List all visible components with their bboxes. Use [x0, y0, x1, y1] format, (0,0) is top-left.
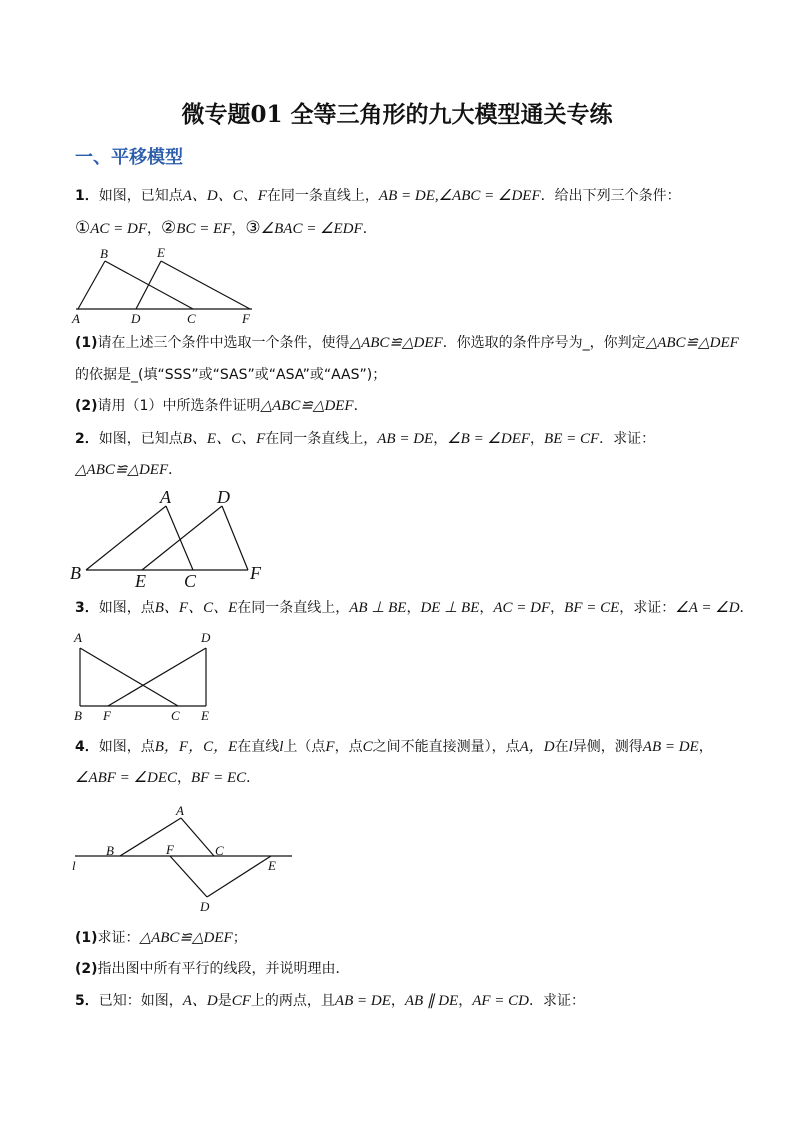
math-expression: BF = EC: [191, 770, 247, 786]
page-title: 微专题01 全等三角形的九大模型通关专练: [181, 101, 613, 128]
text-segment: ．你选取的条件序号为_，你判定: [442, 335, 646, 351]
math-expression: △ABC≌△DEF: [349, 335, 443, 351]
problem-5-statement: [75, 991, 585, 1011]
text-segment: ．: [362, 221, 377, 237]
problem-2-figure: [65, 480, 275, 595]
problem-1-conditions-line: [75, 218, 377, 239]
text-segment: 已知：如图，: [98, 993, 183, 1009]
line-label-l: l: [72, 858, 76, 873]
segment-DE: [207, 856, 271, 897]
math-expression: B、E、C、F: [182, 431, 266, 447]
text-segment: ；: [232, 930, 247, 946]
problem-4-question-2: [75, 959, 350, 979]
condition-marker: ②: [161, 218, 177, 238]
problem-4-figure: [68, 798, 298, 913]
point-label-D: D: [131, 311, 141, 326]
segment-DE: [136, 261, 161, 309]
question-number: (1): [75, 930, 98, 946]
problem-number: 5．: [75, 993, 99, 1009]
math-expression: ∠A = ∠D: [675, 600, 740, 616]
text-segment: ，: [479, 600, 494, 616]
problem-1-figure: [60, 240, 270, 330]
text-segment: 在直线: [237, 739, 280, 755]
math-expression: AB ⊥ BE: [349, 600, 407, 616]
text-segment: 如图，已知点: [98, 188, 183, 204]
text-segment: ，: [433, 431, 448, 447]
text-segment: ，: [406, 600, 421, 616]
text-segment: ．求证：: [529, 993, 585, 1009]
math-expression: △ABC≌△DEF: [645, 335, 739, 351]
point-label-B: B: [106, 843, 114, 858]
math-expression: △ABC≌△DEF: [139, 930, 233, 946]
point-label-C: C: [184, 571, 197, 591]
text-segment: 在: [554, 739, 569, 755]
problem-4-statement-line-2: [75, 768, 260, 788]
point-label-E: E: [268, 858, 276, 873]
math-expression: ∠ABF = ∠DEC: [75, 770, 178, 786]
problem-3-figure: [68, 625, 218, 725]
text-segment: ．: [168, 462, 183, 478]
segment-DF: [108, 648, 206, 706]
problem-1-question-1-line-2: [75, 365, 386, 385]
text-segment: 的依据是_(填“SSS”或“SAS”或“ASA”或“AAS”)；: [75, 367, 387, 383]
problem-4-question-1: [75, 928, 247, 948]
math-expression: l: [568, 739, 573, 755]
point-label-E: E: [157, 245, 165, 260]
point-label-A: A: [72, 311, 80, 326]
problem-number: 4．: [75, 739, 99, 755]
problem-3-statement: [75, 598, 754, 618]
math-expression: AC = DF: [493, 600, 551, 616]
text-segment: ，: [147, 221, 162, 237]
math-expression: DE ⊥ BE: [420, 600, 480, 616]
segment-AC: [166, 506, 193, 570]
math-expression: AB = DE,∠ABC = ∠DEF: [378, 188, 541, 204]
point-label-F: F: [250, 563, 261, 583]
math-expression: CF: [231, 993, 251, 1009]
text-segment: ．: [246, 770, 261, 786]
point-label-A: A: [176, 803, 184, 818]
text-segment: ，: [458, 993, 473, 1009]
text-segment: ，求证：: [619, 600, 676, 616]
math-expression: ∠B = ∠DEF: [447, 431, 531, 447]
text-segment: 上的两点，且: [250, 993, 335, 1009]
text-segment: 请用（1）中所选条件证明: [97, 398, 261, 414]
point-label-C: C: [187, 311, 196, 326]
math-expression: AB = DE: [377, 431, 434, 447]
problem-1-question-1-line-1: [75, 333, 739, 353]
problem-1-question-2: [75, 396, 368, 416]
segment-AC: [181, 818, 214, 856]
problem-2-statement-line-2: [75, 460, 182, 480]
text-segment: ．: [353, 398, 368, 414]
text-segment: 上（点: [283, 739, 326, 755]
point-label-B: B: [100, 246, 108, 261]
math-expression: AB = DE: [334, 993, 391, 1009]
point-label-D: D: [217, 487, 230, 507]
math-expression: B，F，C，E: [154, 739, 238, 755]
text-segment: ．求证：: [599, 431, 656, 447]
segment-DF: [222, 506, 248, 570]
text-segment: 请在上述三个条件中选取一个条件，使得: [97, 335, 350, 351]
text-segment: 如图，已知点: [98, 431, 183, 447]
point-label-A: A: [160, 487, 171, 507]
problem-4-statement-line-1: [75, 737, 713, 757]
point-label-F: F: [166, 842, 174, 857]
text-segment: 求证：: [97, 930, 140, 946]
text-segment: 在同一条直线上，: [265, 431, 378, 447]
condition-marker: ③: [245, 218, 261, 238]
text-segment: ，: [550, 600, 565, 616]
point-label-E: E: [135, 571, 146, 591]
math-expression: AB ∥ DE: [404, 993, 459, 1009]
math-expression: △ABC≌△DEF: [75, 462, 169, 478]
math-expression: BE = CF: [544, 431, 600, 447]
point-label-B: B: [70, 563, 81, 583]
point-label-D: D: [201, 630, 211, 645]
problem-number: 1．: [75, 188, 99, 204]
condition-marker: ①: [75, 218, 91, 238]
text-segment: 如图，点: [98, 600, 155, 616]
segment-AB: [78, 261, 105, 309]
text-segment: 是: [217, 993, 232, 1009]
text-segment: 异侧，测得: [572, 739, 643, 755]
math-expression: AF = CD: [472, 993, 529, 1009]
math-expression: A，D: [519, 739, 555, 755]
text-segment: ，: [177, 770, 192, 786]
math-expression: BF = CE: [564, 600, 620, 616]
math-expression: C: [362, 739, 373, 755]
text-segment: 之间不能直接测量），点: [372, 739, 520, 755]
point-label-D: D: [200, 899, 210, 914]
text-segment: 在同一条直线上，: [237, 600, 350, 616]
problem-1-statement-line-1: [75, 186, 681, 206]
question-number: (2): [75, 398, 98, 414]
math-expression: F: [325, 739, 335, 755]
point-label-B: B: [74, 708, 82, 723]
math-expression: AC = DF: [90, 221, 148, 237]
math-expression: B、F、C、E: [154, 600, 238, 616]
section-heading: 一、平移模型: [75, 147, 183, 168]
point-label-C: C: [171, 708, 180, 723]
math-expression: l: [279, 739, 284, 755]
math-expression: △ABC≌△DEF: [260, 398, 354, 414]
math-expression: BC = EF: [176, 221, 232, 237]
segment-EF: [161, 261, 250, 309]
text-segment: ，点: [334, 739, 363, 755]
point-label-F: F: [103, 708, 111, 723]
text-segment: 指出图中所有平行的线段，并说明理由．: [97, 961, 350, 977]
point-label-E: E: [201, 708, 209, 723]
problem-number: 3．: [75, 600, 99, 616]
question-number: (2): [75, 961, 98, 977]
point-label-C: C: [215, 843, 224, 858]
text-segment: ．给出下列三个条件：: [540, 188, 681, 204]
text-segment: ，: [231, 221, 246, 237]
text-segment: ，: [390, 993, 405, 1009]
point-label-A: A: [74, 630, 82, 645]
problem-number: 2．: [75, 431, 99, 447]
problem-2-statement-line-1: [75, 429, 655, 449]
math-expression: A、D、C、F: [182, 188, 267, 204]
text-segment: 在同一条直线上，: [266, 188, 379, 204]
text-segment: 如图，点: [98, 739, 155, 755]
text-segment: ．: [739, 600, 754, 616]
point-label-F: F: [242, 311, 250, 326]
question-number: (1): [75, 335, 98, 351]
math-expression: AB = DE: [642, 739, 699, 755]
segment-FD: [170, 856, 207, 897]
math-expression: A、D: [182, 993, 218, 1009]
segment-AC: [80, 648, 178, 706]
text-segment: ，: [698, 739, 713, 755]
math-expression: ∠BAC = ∠EDF: [260, 221, 363, 237]
text-segment: ，: [530, 431, 545, 447]
